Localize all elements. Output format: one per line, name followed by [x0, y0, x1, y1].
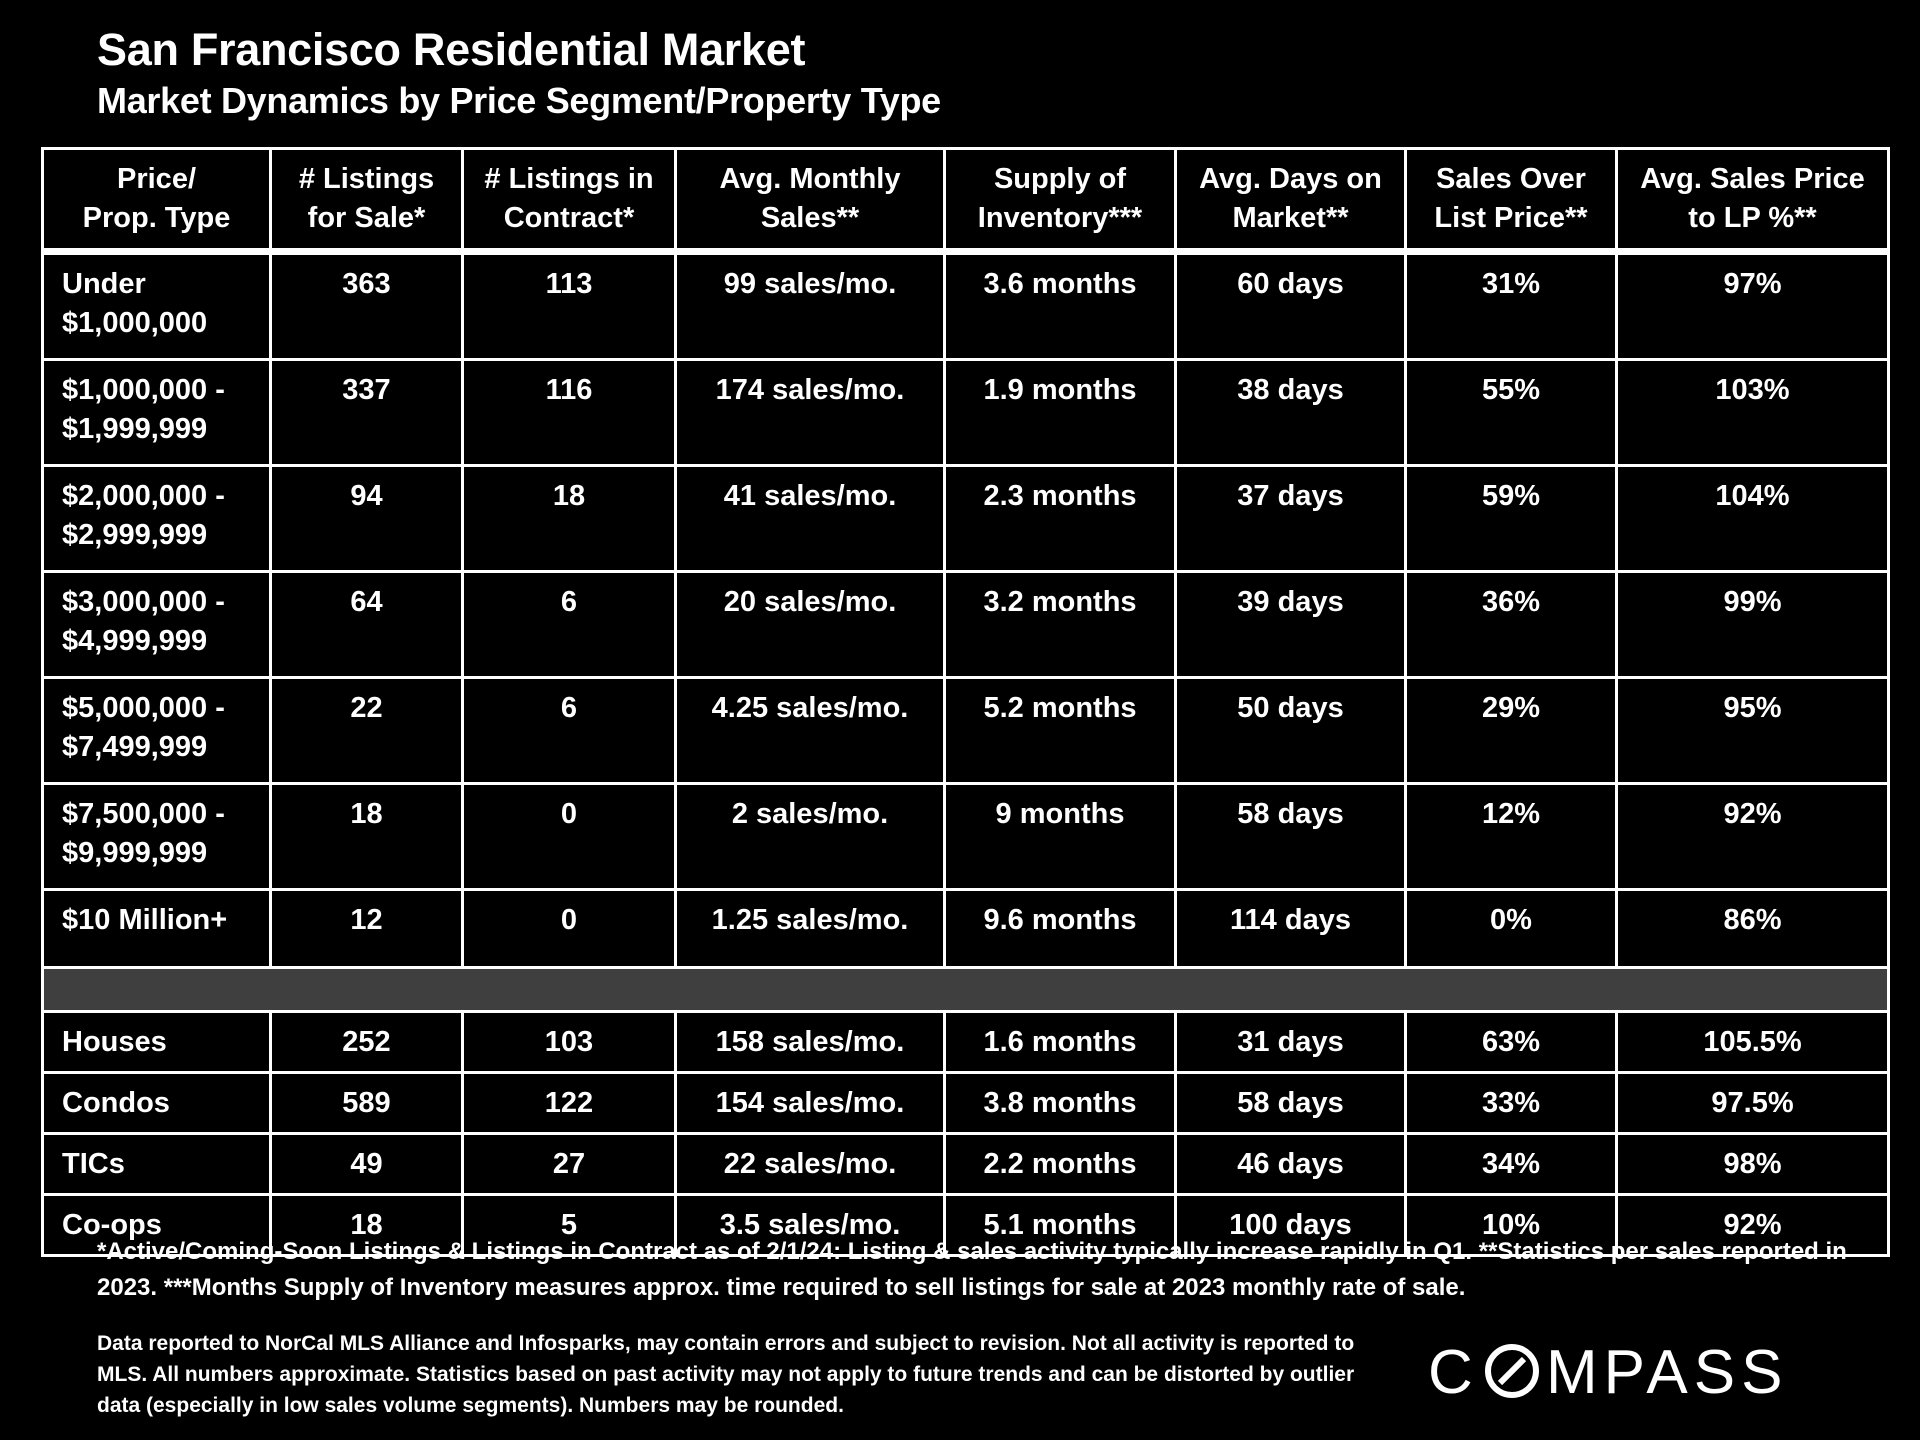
table-separator-row — [43, 968, 1889, 1012]
cell-text-line: Contract* — [503, 202, 635, 234]
row-label-cell — [43, 466, 271, 572]
disclaimer: Data reported to NorCal MLS Alliance and Infosparks, may contain errors and subject to revision. Not all activity is reported to MLS. All numbers approximate. Statistics based on past activity may not apply to future trends and can be distorted by outlier data (especially in low sales volume segments). Numbers may be rounded. — [97, 1332, 1355, 1417]
avg-days-on-market-cell: 58 days — [1176, 1073, 1406, 1134]
supply-of-inventory-cell: 2.3 months — [945, 466, 1176, 572]
avg-days-on-market-cell: 46 days — [1176, 1134, 1406, 1195]
table-row — [43, 890, 1889, 968]
sales-over-list-cell: 0% — [1406, 890, 1617, 968]
supply-of-inventory-cell: 1.6 months — [945, 1012, 1176, 1073]
cell-text-line: TICs — [62, 1147, 125, 1180]
cell-text-line: for Sale* — [307, 202, 426, 234]
avg-monthly-sales-cell: 1.25 sales/mo. — [676, 890, 945, 968]
column-header — [271, 149, 463, 252]
supply-of-inventory-cell: 3.6 months — [945, 252, 1176, 360]
cell-text-line: Co-ops — [62, 1208, 162, 1241]
page-subtitle: Market Dynamics by Price Segment/Property Type — [97, 80, 941, 121]
avg-sales-price-to-lp-cell: 86% — [1617, 890, 1889, 968]
avg-monthly-sales-cell: 41 sales/mo. — [676, 466, 945, 572]
supply-of-inventory-cell: 5.1 months — [945, 1195, 1176, 1256]
avg-sales-price-to-lp-cell: 92% — [1617, 1195, 1889, 1256]
sales-over-list-cell: 55% — [1406, 360, 1617, 466]
cell-text-line: $2,999,999 — [62, 519, 208, 551]
cell-text-line: $2,000,000 - — [62, 480, 225, 512]
separator-cell — [43, 968, 1889, 1012]
avg-days-on-market-cell: 38 days — [1176, 360, 1406, 466]
avg-monthly-sales-cell: 174 sales/mo. — [676, 360, 945, 466]
listings-in-contract-cell: 5 — [463, 1195, 676, 1256]
avg-sales-price-to-lp-cell: 104% — [1617, 466, 1889, 572]
supply-of-inventory-cell: 5.2 months — [945, 678, 1176, 784]
table-row — [43, 572, 1889, 678]
cell-text-line: Avg. Sales Price — [1640, 163, 1865, 195]
listings-for-sale-cell: 589 — [271, 1073, 463, 1134]
cell-text-line: $1,000,000 — [62, 307, 208, 339]
cell-text-line: Supply of — [993, 163, 1127, 195]
column-header — [1406, 149, 1617, 252]
supply-of-inventory-cell: 9.6 months — [945, 890, 1176, 968]
column-header — [463, 149, 676, 252]
listings-for-sale-cell: 64 — [271, 572, 463, 678]
avg-monthly-sales-cell: 3.5 sales/mo. — [676, 1195, 945, 1256]
avg-days-on-market-cell: 39 days — [1176, 572, 1406, 678]
cell-text-line: $1,000,000 - — [62, 374, 225, 406]
table-row — [43, 466, 1889, 572]
listings-for-sale-cell: 49 — [271, 1134, 463, 1195]
cell-text-line: Sales Over — [1436, 163, 1586, 195]
sales-over-list-cell: 59% — [1406, 466, 1617, 572]
table-row — [43, 784, 1889, 890]
row-label-cell — [43, 252, 271, 360]
listings-in-contract-cell: 103 — [463, 1012, 676, 1073]
sales-over-list-cell: 29% — [1406, 678, 1617, 784]
cell-text-line: $3,000,000 - — [62, 586, 225, 618]
cell-text-line: Condos — [62, 1086, 170, 1119]
avg-sales-price-to-lp-cell: 97.5% — [1617, 1073, 1889, 1134]
listings-for-sale-cell: 363 — [271, 252, 463, 360]
sales-over-list-cell: 33% — [1406, 1073, 1617, 1134]
listings-in-contract-cell: 6 — [463, 678, 676, 784]
column-header — [43, 149, 271, 252]
sales-over-list-cell: 31% — [1406, 252, 1617, 360]
row-label-cell — [43, 678, 271, 784]
avg-days-on-market-cell: 37 days — [1176, 466, 1406, 572]
cell-text-line: List Price** — [1434, 202, 1588, 234]
column-header — [1617, 149, 1889, 252]
cell-text-line: Avg. Days on — [1199, 163, 1382, 195]
sales-over-list-cell: 12% — [1406, 784, 1617, 890]
table-row — [43, 1134, 1889, 1195]
table-header-row — [43, 149, 1889, 252]
sales-over-list-cell: 34% — [1406, 1134, 1617, 1195]
avg-monthly-sales-cell: 20 sales/mo. — [676, 572, 945, 678]
supply-of-inventory-cell: 2.2 months — [945, 1134, 1176, 1195]
listings-in-contract-cell: 27 — [463, 1134, 676, 1195]
cell-text-line: $5,000,000 - — [62, 692, 225, 724]
cell-text-line: # Listings — [298, 163, 435, 195]
cell-text-line: Price/ — [117, 163, 196, 195]
cell-text-line: $7,500,000 - — [62, 798, 225, 830]
cell-text-line: to LP %** — [1688, 202, 1817, 234]
listings-for-sale-cell: 22 — [271, 678, 463, 784]
listings-for-sale-cell: 337 — [271, 360, 463, 466]
listings-for-sale-cell: 94 — [271, 466, 463, 572]
footnote: *Active/Coming-Soon Listings & Listings in Contract as of 2/1/24: Listing & sales activity typically increase rapidly in Q1. **Statistics per sales reported in 2023. ***Months Supply of Inventory measures approx. time required to sell listings for sale at 2023 monthly rate of sale. — [97, 1238, 1847, 1301]
compass-logo-o-icon — [1488, 1347, 1536, 1395]
market-dynamics-table — [41, 147, 1890, 1257]
avg-sales-price-to-lp-cell: 95% — [1617, 678, 1889, 784]
listings-in-contract-cell: 116 — [463, 360, 676, 466]
avg-sales-price-to-lp-cell: 97% — [1617, 252, 1889, 360]
listings-for-sale-cell: 18 — [271, 1195, 463, 1256]
avg-monthly-sales-cell: 4.25 sales/mo. — [676, 678, 945, 784]
listings-in-contract-cell: 0 — [463, 784, 676, 890]
avg-monthly-sales-cell: 22 sales/mo. — [676, 1134, 945, 1195]
avg-days-on-market-cell: 60 days — [1176, 252, 1406, 360]
table-row — [43, 1012, 1889, 1073]
cell-text-line: $1,999,999 — [62, 413, 208, 445]
cell-text-line: $4,999,999 — [62, 625, 208, 657]
table-row — [43, 1073, 1889, 1134]
avg-days-on-market-cell: 114 days — [1176, 890, 1406, 968]
sales-over-list-cell: 36% — [1406, 572, 1617, 678]
page-title: San Francisco Residential Market — [97, 24, 806, 75]
row-label-cell — [43, 572, 271, 678]
listings-for-sale-cell: 252 — [271, 1012, 463, 1073]
cell-text-line: $10 Million+ — [62, 904, 228, 936]
cell-text-line: Market** — [1232, 202, 1349, 234]
avg-days-on-market-cell: 50 days — [1176, 678, 1406, 784]
listings-in-contract-cell: 6 — [463, 572, 676, 678]
supply-of-inventory-cell: 3.2 months — [945, 572, 1176, 678]
cell-text-line: # Listings in — [484, 163, 654, 195]
avg-days-on-market-cell: 100 days — [1176, 1195, 1406, 1256]
table-body — [43, 252, 1889, 1256]
cell-text-line: $9,999,999 — [62, 837, 208, 869]
avg-sales-price-to-lp-cell: 99% — [1617, 572, 1889, 678]
cell-text-line: Houses — [62, 1025, 167, 1058]
listings-in-contract-cell: 0 — [463, 890, 676, 968]
row-label-cell — [43, 890, 271, 968]
column-header — [676, 149, 945, 252]
table-row — [43, 252, 1889, 360]
cell-text-line: Prop. Type — [82, 202, 231, 234]
cell-text-line: Sales** — [760, 202, 860, 234]
avg-sales-price-to-lp-cell: 105.5% — [1617, 1012, 1889, 1073]
compass-logo-text-mpass: MPASS — [1546, 1338, 1789, 1402]
listings-in-contract-cell: 18 — [463, 466, 676, 572]
listings-for-sale-cell: 12 — [271, 890, 463, 968]
sales-over-list-cell: 10% — [1406, 1195, 1617, 1256]
supply-of-inventory-cell: 9 months — [945, 784, 1176, 890]
avg-sales-price-to-lp-cell: 92% — [1617, 784, 1889, 890]
supply-of-inventory-cell: 3.8 months — [945, 1073, 1176, 1134]
row-label-cell — [43, 1012, 271, 1073]
cell-text-line: Under — [62, 268, 146, 300]
cell-text-line: Inventory*** — [977, 202, 1143, 234]
sales-over-list-cell: 63% — [1406, 1012, 1617, 1073]
compass-logo — [1428, 1338, 1840, 1402]
supply-of-inventory-cell: 1.9 months — [945, 360, 1176, 466]
avg-monthly-sales-cell: 158 sales/mo. — [676, 1012, 945, 1073]
avg-days-on-market-cell: 58 days — [1176, 784, 1406, 890]
row-label-cell — [43, 1134, 271, 1195]
column-header — [1176, 149, 1406, 252]
cell-text-line: $7,499,999 — [62, 731, 208, 763]
avg-days-on-market-cell: 31 days — [1176, 1012, 1406, 1073]
column-header — [945, 149, 1176, 252]
row-label-cell — [43, 360, 271, 466]
avg-monthly-sales-cell: 99 sales/mo. — [676, 252, 945, 360]
listings-for-sale-cell: 18 — [271, 784, 463, 890]
row-label-cell — [43, 784, 271, 890]
table-row — [43, 678, 1889, 784]
cell-text-line: Avg. Monthly — [719, 163, 901, 195]
listings-in-contract-cell: 122 — [463, 1073, 676, 1134]
avg-monthly-sales-cell: 154 sales/mo. — [676, 1073, 945, 1134]
compass-logo-text-c: C — [1428, 1338, 1475, 1402]
listings-in-contract-cell: 113 — [463, 252, 676, 360]
avg-monthly-sales-cell: 2 sales/mo. — [676, 784, 945, 890]
table-row — [43, 360, 1889, 466]
row-label-cell — [43, 1073, 271, 1134]
avg-sales-price-to-lp-cell: 103% — [1617, 360, 1889, 466]
avg-sales-price-to-lp-cell: 98% — [1617, 1134, 1889, 1195]
